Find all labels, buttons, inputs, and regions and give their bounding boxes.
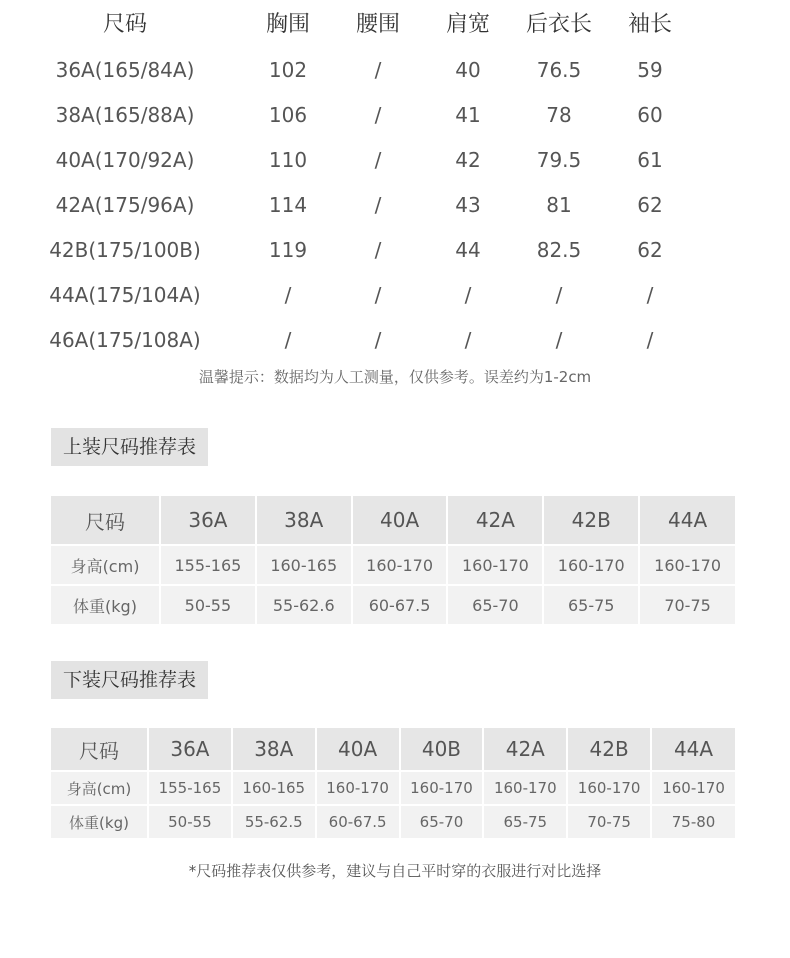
shoulder-cell: / bbox=[464, 328, 472, 352]
size-cell: 36A bbox=[160, 496, 256, 545]
waist-cell: / bbox=[374, 103, 382, 127]
sleeve-cell: 62 bbox=[637, 193, 663, 217]
height-row bbox=[51, 545, 735, 585]
chest-cell: 114 bbox=[268, 193, 308, 217]
back-length-cell: 82.5 bbox=[536, 238, 582, 262]
height-cell: 160-165 bbox=[256, 545, 352, 585]
measurement-row bbox=[0, 50, 790, 90]
measurement-row bbox=[0, 95, 790, 135]
weight-cell: 50-55 bbox=[148, 805, 232, 838]
weight-label-cell: 体重(kg) bbox=[51, 805, 148, 838]
size-cell: 42A(175/96A) bbox=[55, 193, 195, 217]
waist-cell: / bbox=[374, 283, 382, 307]
sleeve-cell: 60 bbox=[637, 103, 663, 127]
back-length-cell: 76.5 bbox=[536, 58, 582, 82]
size-cell: 42B bbox=[567, 728, 651, 771]
size-cell: 38A bbox=[256, 496, 352, 545]
chest-cell: / bbox=[284, 328, 292, 352]
chest-cell: 106 bbox=[268, 103, 308, 127]
measurement-row bbox=[0, 140, 790, 180]
size-cell: 42A bbox=[483, 728, 567, 771]
header-shoulder: 肩宽 bbox=[445, 12, 490, 37]
shoulder-cell: 40 bbox=[455, 58, 481, 82]
weight-cell: 55-62.6 bbox=[256, 585, 352, 624]
size-cell: 40B bbox=[400, 728, 484, 771]
waist-cell: / bbox=[374, 238, 382, 262]
shoulder-cell: / bbox=[464, 283, 472, 307]
size-cell: 40A(170/92A) bbox=[55, 148, 195, 172]
size-cell: 42A bbox=[447, 496, 543, 545]
height-cell: 160-170 bbox=[400, 771, 484, 805]
header-waist: 腰围 bbox=[355, 12, 400, 37]
waist-cell: / bbox=[374, 148, 382, 172]
shoulder-cell: 44 bbox=[455, 238, 481, 262]
size-cell: 42B bbox=[543, 496, 639, 545]
sleeve-cell: / bbox=[646, 283, 654, 307]
measurement-row bbox=[0, 275, 790, 315]
header-back-length: 后衣长 bbox=[525, 12, 592, 37]
header-size: 尺码 bbox=[102, 12, 147, 37]
size-cell: 44A(175/104A) bbox=[49, 283, 201, 307]
waist-cell: / bbox=[374, 328, 382, 352]
weight-cell: 60-67.5 bbox=[316, 805, 400, 838]
height-cell: 160-170 bbox=[543, 545, 639, 585]
height-cell: 160-170 bbox=[639, 545, 735, 585]
size-cell: 44A bbox=[639, 496, 735, 545]
size-cell: 38A(165/88A) bbox=[55, 103, 195, 127]
shoulder-cell: 43 bbox=[455, 193, 481, 217]
sleeve-cell: 59 bbox=[637, 58, 663, 82]
top-size-chart-title: 上装尺码推荐表 bbox=[51, 428, 208, 466]
weight-cell: 55-62.5 bbox=[232, 805, 316, 838]
sleeve-cell: 62 bbox=[637, 238, 663, 262]
size-cell: 42B(175/100B) bbox=[49, 238, 201, 262]
size-cell: 44A bbox=[651, 728, 735, 771]
weight-cell: 65-75 bbox=[543, 585, 639, 624]
back-length-cell: 81 bbox=[546, 193, 572, 217]
weight-cell: 65-70 bbox=[447, 585, 543, 624]
measurement-tip: 温馨提示：数据均为人工测量，仅供参考。误差约为1-2cm bbox=[198, 368, 592, 386]
sleeve-cell: 61 bbox=[637, 148, 663, 172]
height-cell: 160-170 bbox=[352, 545, 448, 585]
back-length-cell: / bbox=[555, 283, 563, 307]
back-length-cell: 78 bbox=[546, 103, 572, 127]
height-cell: 160-170 bbox=[651, 771, 735, 805]
top-size-chart bbox=[51, 496, 735, 624]
bottom-size-chart bbox=[51, 728, 735, 838]
measurement-row bbox=[0, 320, 790, 360]
shoulder-cell: 42 bbox=[455, 148, 481, 172]
height-cell: 155-165 bbox=[148, 771, 232, 805]
measurement-row bbox=[0, 185, 790, 225]
bottom-size-chart-title: 下装尺码推荐表 bbox=[51, 661, 208, 699]
height-cell: 155-165 bbox=[160, 545, 256, 585]
height-cell: 160-165 bbox=[232, 771, 316, 805]
size-cell: 40A bbox=[316, 728, 400, 771]
weight-label-cell: 体重(kg) bbox=[51, 585, 160, 624]
weight-cell: 70-75 bbox=[639, 585, 735, 624]
chest-cell: 119 bbox=[268, 238, 308, 262]
weight-cell: 65-75 bbox=[483, 805, 567, 838]
chest-cell: 102 bbox=[268, 58, 308, 82]
height-cell: 160-170 bbox=[447, 545, 543, 585]
weight-cell: 50-55 bbox=[160, 585, 256, 624]
height-label-cell: 身高(cm) bbox=[51, 545, 160, 585]
back-length-cell: 79.5 bbox=[536, 148, 582, 172]
header-sleeve: 袖长 bbox=[627, 12, 672, 37]
weight-cell: 70-75 bbox=[567, 805, 651, 838]
weight-row bbox=[51, 805, 735, 838]
header-chest: 胸围 bbox=[265, 12, 310, 37]
height-cell: 160-170 bbox=[316, 771, 400, 805]
size-header-row bbox=[51, 496, 735, 545]
size-cell: 40A bbox=[352, 496, 448, 545]
recommendation-footnote: *尺码推荐表仅供参考，建议与自己平时穿的衣服进行对比选择 bbox=[188, 862, 602, 880]
back-length-cell: / bbox=[555, 328, 563, 352]
weight-cell: 75-80 bbox=[651, 805, 735, 838]
size-label-cell: 尺码 bbox=[51, 728, 148, 771]
height-label-cell: 身高(cm) bbox=[51, 771, 148, 805]
height-row bbox=[51, 771, 735, 805]
measurement-row bbox=[0, 230, 790, 270]
height-cell: 160-170 bbox=[567, 771, 651, 805]
size-cell: 36A(165/84A) bbox=[55, 58, 195, 82]
size-cell: 36A bbox=[148, 728, 232, 771]
size-header-row bbox=[51, 728, 735, 771]
size-cell: 38A bbox=[232, 728, 316, 771]
size-label-cell: 尺码 bbox=[51, 496, 160, 545]
chest-cell: 110 bbox=[268, 148, 308, 172]
shoulder-cell: 41 bbox=[455, 103, 481, 127]
size-cell: 46A(175/108A) bbox=[49, 328, 201, 352]
weight-cell: 65-70 bbox=[400, 805, 484, 838]
height-cell: 160-170 bbox=[483, 771, 567, 805]
weight-row bbox=[51, 585, 735, 624]
sleeve-cell: / bbox=[646, 328, 654, 352]
chest-cell: / bbox=[284, 283, 292, 307]
waist-cell: / bbox=[374, 193, 382, 217]
measurement-header-row bbox=[0, 5, 790, 45]
waist-cell: / bbox=[374, 58, 382, 82]
weight-cell: 60-67.5 bbox=[352, 585, 448, 624]
